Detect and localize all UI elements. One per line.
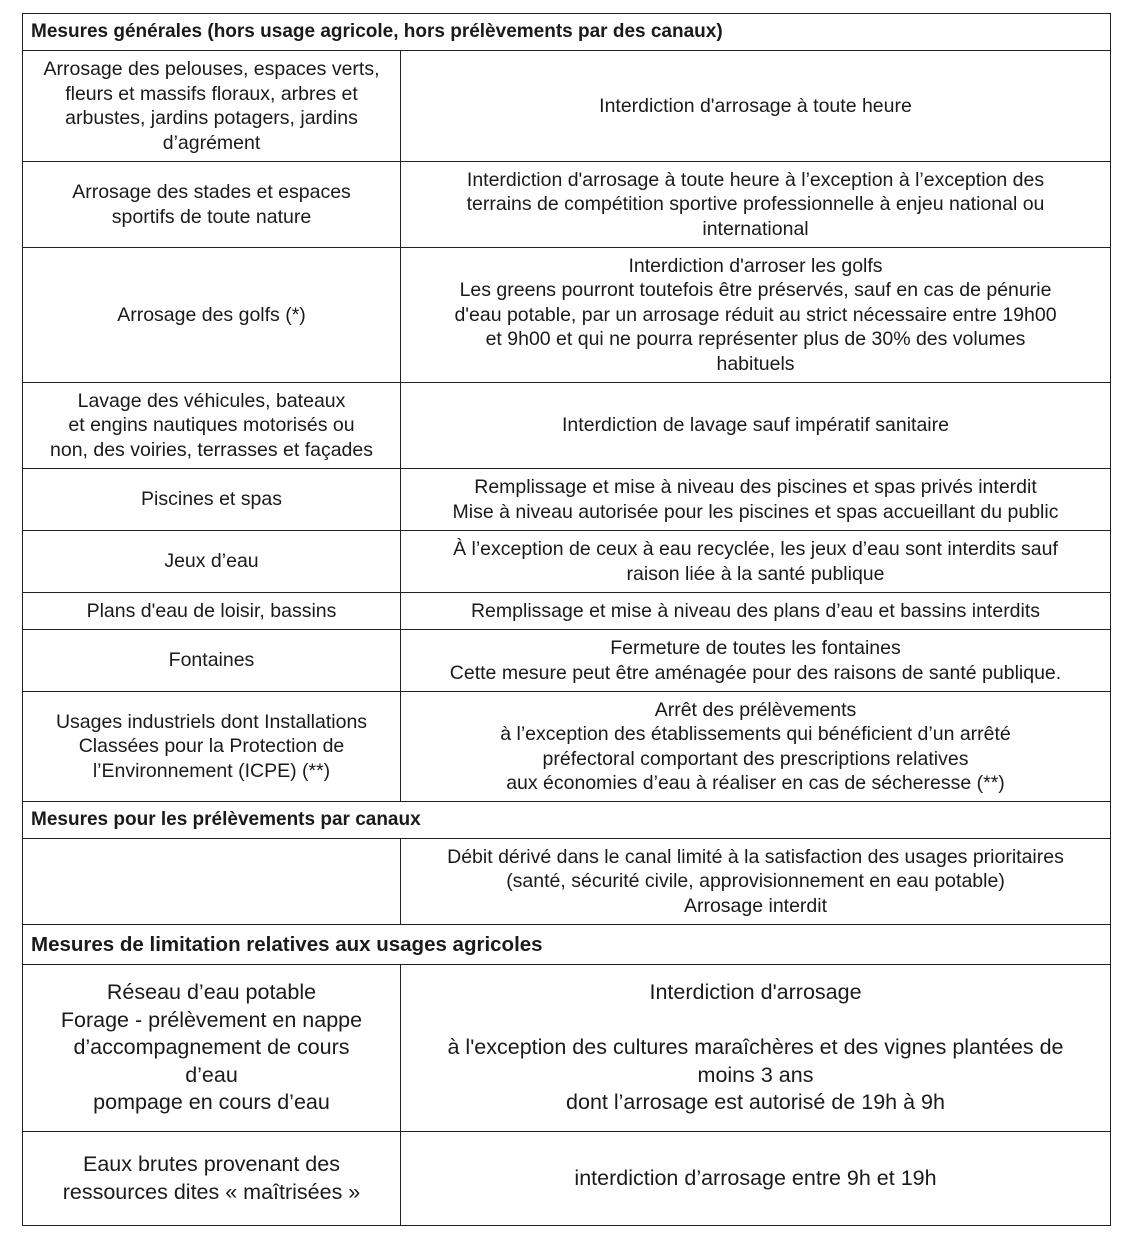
section-title-canals: Mesures pour les prélèvements par canaux bbox=[23, 802, 1111, 839]
table-row bbox=[23, 692, 1111, 802]
measure-cell: Débit dérivé dans le canal limité à la satisfaction des usages prioritaires (santé, sécurité civile, approvisionnement en eau potable) Arrosage interdit bbox=[401, 839, 1111, 925]
usage-cell: Arrosage des stades et espaces sportifs de toute nature bbox=[23, 162, 401, 248]
table-row bbox=[23, 630, 1111, 692]
table-row bbox=[23, 51, 1111, 162]
section-header-row bbox=[23, 14, 1111, 51]
section-header-row bbox=[23, 925, 1111, 965]
table-row bbox=[23, 469, 1111, 531]
table-row bbox=[23, 531, 1111, 593]
usage-cell: Plans d'eau de loisir, bassins bbox=[23, 593, 401, 630]
usage-cell: Fontaines bbox=[23, 630, 401, 692]
usage-cell: Eaux brutes provenant des ressources dites « maîtrisées » bbox=[23, 1132, 401, 1226]
measure-cell: Arrêt des prélèvements à l’exception des établissements qui bénéficient d’un arrêté préfectoral comportant des prescriptions relatives aux économies d’eau à réaliser en cas de sécheresse (**) bbox=[401, 692, 1111, 802]
measure-cell: Interdiction d'arrosage à l'exception des cultures maraîchères et des vignes plantées de moins 3 ans dont l’arrosage est autorisé de 19h à 9h bbox=[401, 965, 1111, 1132]
usage-cell: Arrosage des golfs (*) bbox=[23, 248, 401, 383]
measure-cell: Remplissage et mise à niveau des piscines et spas privés interdit Mise à niveau autorisée pour les piscines et spas accueillant du public bbox=[401, 469, 1111, 531]
table-row bbox=[23, 965, 1111, 1132]
table-row bbox=[23, 248, 1111, 383]
usage-cell: Réseau d’eau potable Forage - prélèvement en nappe d’accompagnement de cours d’eau pompage en cours d’eau bbox=[23, 965, 401, 1132]
table-row bbox=[23, 1132, 1111, 1226]
table-row bbox=[23, 593, 1111, 630]
usage-cell: Piscines et spas bbox=[23, 469, 401, 531]
measure-cell: Interdiction d'arroser les golfs Les greens pourront toutefois être préservés, sauf en cas de pénurie d'eau potable, par un arrosage réduit au strict nécessaire entre 19h00 et 9h00 et qui ne pourra représenter plus de 30% des volumes habituels bbox=[401, 248, 1111, 383]
table-row bbox=[23, 383, 1111, 469]
measure-cell: À l’exception de ceux à eau recyclée, les jeux d’eau sont interdits sauf raison liée à la santé publique bbox=[401, 531, 1111, 593]
measure-cell: Interdiction de lavage sauf impératif sanitaire bbox=[401, 383, 1111, 469]
water-restrictions-table bbox=[22, 13, 1111, 1226]
usage-cell: Usages industriels dont Installations Classées pour la Protection de l’Environnement (ICPE) (**) bbox=[23, 692, 401, 802]
usage-cell: Lavage des véhicules, bateaux et engins nautiques motorisés ou non, des voiries, terrasses et façades bbox=[23, 383, 401, 469]
usage-cell bbox=[23, 839, 401, 925]
table-row bbox=[23, 839, 1111, 925]
measure-cell: Interdiction d'arrosage à toute heure bbox=[401, 51, 1111, 162]
usage-cell: Jeux d’eau bbox=[23, 531, 401, 593]
measure-cell: Fermeture de toutes les fontaines Cette mesure peut être aménagée pour des raisons de santé publique. bbox=[401, 630, 1111, 692]
measure-cell: interdiction d’arrosage entre 9h et 19h bbox=[401, 1132, 1111, 1226]
usage-cell: Arrosage des pelouses, espaces verts, fleurs et massifs floraux, arbres et arbustes, jardins potagers, jardins d’agrément bbox=[23, 51, 401, 162]
table-row bbox=[23, 162, 1111, 248]
section-header-row bbox=[23, 802, 1111, 839]
measure-cell: Remplissage et mise à niveau des plans d’eau et bassins interdits bbox=[401, 593, 1111, 630]
section-title-general: Mesures générales (hors usage agricole, hors prélèvements par des canaux) bbox=[23, 14, 1111, 51]
section-title-agricultural: Mesures de limitation relatives aux usages agricoles bbox=[23, 925, 1111, 965]
measure-cell: Interdiction d'arrosage à toute heure à l’exception à l’exception des terrains de compétition sportive professionnelle à enjeu national ou international bbox=[401, 162, 1111, 248]
